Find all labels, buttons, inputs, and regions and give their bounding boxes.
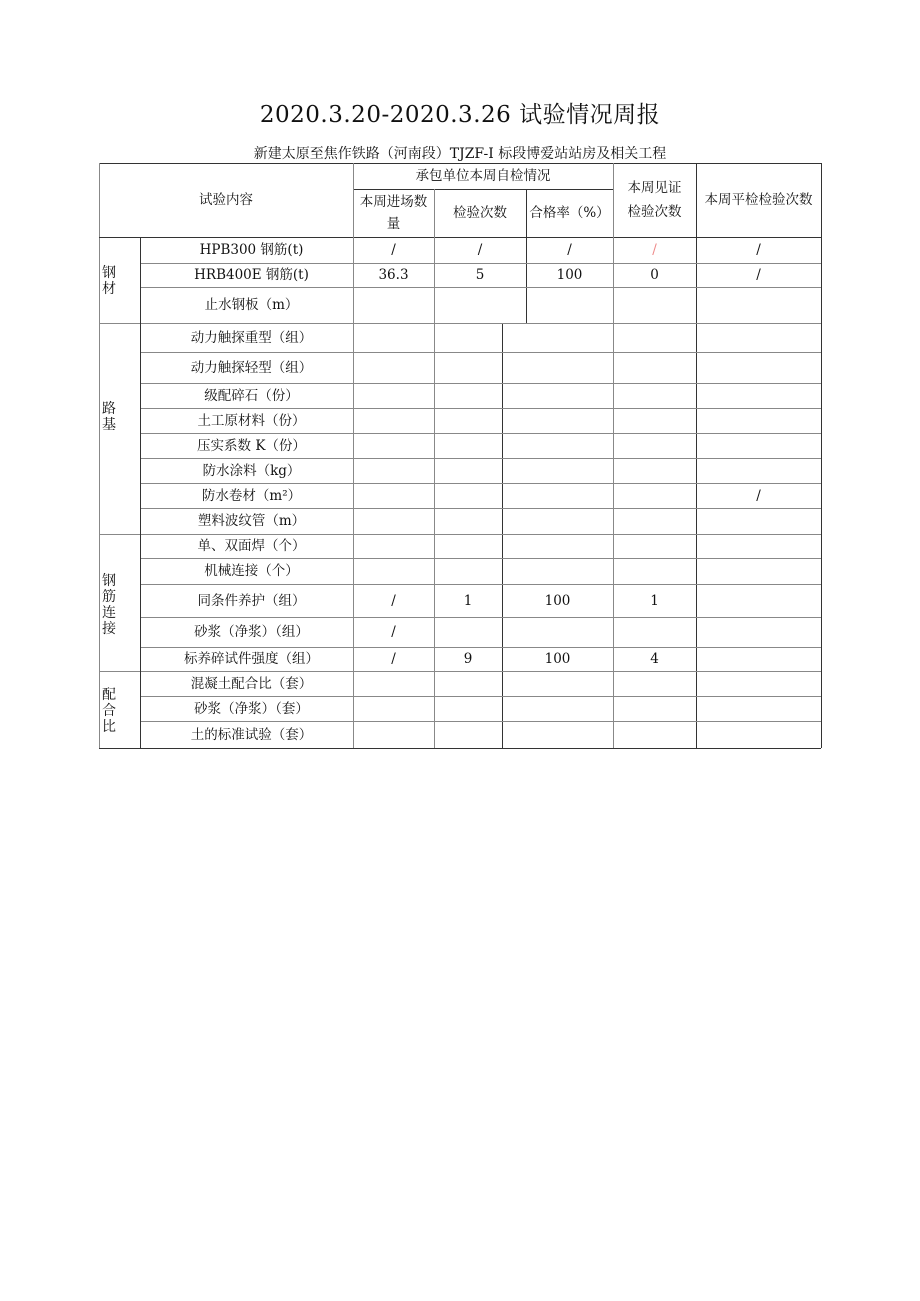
header-qty-line1: 本周进场数	[359, 194, 428, 210]
pass-rate-cell: 100	[544, 651, 571, 667]
divider	[613, 163, 614, 748]
witness-cell	[613, 383, 696, 408]
pass-rate-cell	[502, 508, 613, 534]
qty-cell	[353, 383, 434, 408]
count-cell	[434, 721, 502, 748]
witness-cell	[613, 483, 696, 508]
divider	[434, 189, 435, 748]
witness-cell: 4	[650, 651, 659, 667]
divider	[140, 287, 821, 288]
pass-rate-cell: /	[567, 242, 572, 258]
qty-cell: /	[391, 592, 396, 609]
divider	[140, 696, 821, 697]
qty-cell	[353, 433, 434, 458]
row-item-label: 动力触探重型（组）	[190, 329, 313, 346]
header-parallel: 本周平检检验次数	[704, 192, 813, 208]
parallel-cell	[696, 508, 821, 534]
row-item-label: HPB300 钢筋(t)	[199, 242, 304, 258]
divider	[502, 323, 503, 748]
test-report-table	[99, 163, 821, 748]
parallel-cell	[696, 287, 821, 323]
header-self-check-group: 承包单位本周自检情况	[415, 168, 551, 184]
witness-cell	[613, 408, 696, 433]
header-witness-line2: 检验次数	[627, 204, 682, 220]
pass-rate-cell	[526, 287, 613, 323]
count-cell	[434, 508, 502, 534]
divider	[140, 584, 821, 585]
divider	[140, 433, 821, 434]
qty-cell: /	[391, 624, 396, 640]
divider	[140, 408, 821, 409]
row-item-label: 防水卷材（m²）	[201, 487, 302, 504]
pass-rate-cell	[502, 671, 613, 696]
row-item-label: HRB400E 钢筋(t)	[194, 267, 309, 283]
qty-cell	[353, 352, 434, 383]
header-content: 试验内容	[199, 192, 253, 208]
witness-cell	[613, 323, 696, 352]
count-cell	[434, 558, 502, 584]
parallel-cell	[696, 696, 821, 721]
pass-rate-cell	[502, 383, 613, 408]
header-qty-line2: 量	[386, 216, 401, 232]
row-item-label: 塑料波纹管（m）	[197, 513, 306, 529]
qty-cell: 36.3	[378, 267, 409, 283]
divider	[140, 647, 821, 648]
pass-rate-cell	[502, 433, 613, 458]
divider	[140, 558, 821, 559]
witness-cell	[613, 696, 696, 721]
qty-cell	[353, 696, 434, 721]
qty-cell	[353, 671, 434, 696]
parallel-cell	[696, 617, 821, 647]
report-title: 2020.3.20-2020.3.26 试验情况周报	[259, 102, 661, 128]
parallel-cell: /	[756, 242, 761, 258]
parallel-cell	[696, 647, 821, 671]
pass-rate-cell	[502, 352, 613, 383]
pass-rate-cell	[502, 458, 613, 483]
parallel-cell	[696, 584, 821, 617]
count-cell	[434, 534, 502, 558]
divider	[821, 163, 822, 748]
witness-cell	[613, 352, 696, 383]
witness-cell	[613, 458, 696, 483]
project-subtitle: 新建太原至焦作铁路（河南段）TJZF-I 标段博爱站站房及相关工程	[253, 146, 667, 162]
count-cell: 5	[475, 267, 485, 283]
category-mix-ratio: 配合比	[102, 687, 116, 735]
divider	[140, 263, 821, 264]
divider	[353, 189, 613, 190]
header-count: 检验次数	[453, 205, 507, 221]
row-item-label: 级配碎石（份）	[204, 387, 299, 404]
parallel-cell	[696, 383, 821, 408]
divider	[140, 617, 821, 618]
witness-cell	[613, 508, 696, 534]
header-witness-line1: 本周见证	[627, 180, 682, 196]
row-item-label: 砂浆（净浆）（组）	[194, 624, 309, 640]
qty-cell	[353, 534, 434, 558]
count-cell: 1	[463, 592, 473, 609]
witness-cell	[613, 721, 696, 748]
count-cell	[434, 383, 502, 408]
qty-cell	[353, 508, 434, 534]
row-item-label: 砂浆（净浆）（套）	[194, 700, 309, 717]
category-rebar-connection: 钢筋连接	[102, 573, 116, 637]
parallel-cell: /	[756, 487, 761, 504]
qty-cell	[353, 408, 434, 433]
row-item-label: 压实系数 K（份）	[197, 437, 306, 454]
count-cell	[434, 323, 502, 352]
divider	[140, 721, 821, 722]
divider	[140, 483, 821, 484]
header-pass-rate: 合格率（%）	[529, 205, 610, 221]
pass-rate-cell	[502, 483, 613, 508]
pass-rate-cell	[502, 721, 613, 748]
parallel-cell	[696, 671, 821, 696]
count-cell: /	[477, 242, 483, 258]
count-cell	[434, 458, 502, 483]
row-item-label: 标养碎试件强度（组）	[184, 651, 319, 667]
row-item-label: 混凝土配合比（套）	[190, 675, 313, 692]
divider	[99, 237, 821, 238]
parallel-cell	[696, 721, 821, 748]
pass-rate-cell	[502, 534, 613, 558]
parallel-cell	[696, 323, 821, 352]
qty-cell: /	[391, 242, 396, 258]
qty-cell	[353, 721, 434, 748]
divider	[696, 163, 697, 748]
parallel-cell	[696, 408, 821, 433]
divider	[140, 237, 141, 748]
divider	[140, 458, 821, 459]
divider	[353, 163, 354, 748]
witness-cell	[613, 671, 696, 696]
witness-cell: /	[652, 242, 657, 258]
witness-cell	[613, 433, 696, 458]
qty-cell: /	[391, 651, 396, 667]
parallel-cell: /	[756, 267, 761, 283]
divider	[99, 534, 821, 535]
witness-cell	[613, 534, 696, 558]
header-qty	[353, 189, 434, 237]
pass-rate-cell	[502, 408, 613, 433]
pass-rate-cell	[502, 558, 613, 584]
pass-rate-cell	[502, 696, 613, 721]
count-cell	[434, 671, 502, 696]
qty-cell	[353, 287, 434, 323]
row-item-label: 止水钢板（m）	[204, 297, 299, 313]
divider	[140, 383, 821, 384]
qty-cell	[353, 323, 434, 352]
pass-rate-cell	[502, 617, 613, 647]
divider	[99, 748, 821, 749]
row-item-label: 土的标准试验（套）	[190, 726, 313, 743]
category-subgrade: 路基	[102, 401, 116, 433]
count-cell	[434, 696, 502, 721]
pass-rate-cell	[502, 323, 613, 352]
witness-cell: 0	[650, 267, 659, 283]
parallel-cell	[696, 433, 821, 458]
pass-rate-cell: 100	[544, 592, 571, 609]
qty-cell	[353, 483, 434, 508]
row-item-label: 机械连接（个）	[204, 563, 299, 579]
divider	[140, 508, 821, 509]
row-item-label: 防水涂料（kg）	[202, 462, 301, 479]
divider	[99, 323, 821, 324]
parallel-cell	[696, 352, 821, 383]
qty-cell	[353, 458, 434, 483]
row-item-label: 单、双面焊（个）	[197, 538, 306, 554]
divider	[140, 352, 821, 353]
divider	[526, 189, 527, 323]
divider	[99, 671, 821, 672]
count-cell	[434, 617, 502, 647]
witness-cell: 1	[650, 592, 659, 609]
parallel-cell	[696, 458, 821, 483]
parallel-cell	[696, 534, 821, 558]
count-cell: 9	[463, 651, 473, 667]
row-item-label: 动力触探轻型（组）	[190, 359, 313, 376]
witness-cell	[613, 617, 696, 647]
count-cell	[434, 433, 502, 458]
qty-cell	[353, 558, 434, 584]
pass-rate-cell: 100	[556, 267, 583, 283]
count-cell	[434, 483, 502, 508]
row-item-label: 土工原材料（份）	[197, 412, 306, 429]
count-cell	[434, 408, 502, 433]
category-steel: 钢材	[102, 265, 116, 297]
header-witness	[613, 163, 696, 237]
witness-cell	[613, 558, 696, 584]
count-cell	[434, 287, 526, 323]
divider	[99, 163, 821, 164]
row-item-label: 同条件养护（组）	[197, 592, 306, 609]
count-cell	[434, 352, 502, 383]
divider	[99, 163, 100, 748]
parallel-cell	[696, 558, 821, 584]
witness-cell	[613, 287, 696, 323]
